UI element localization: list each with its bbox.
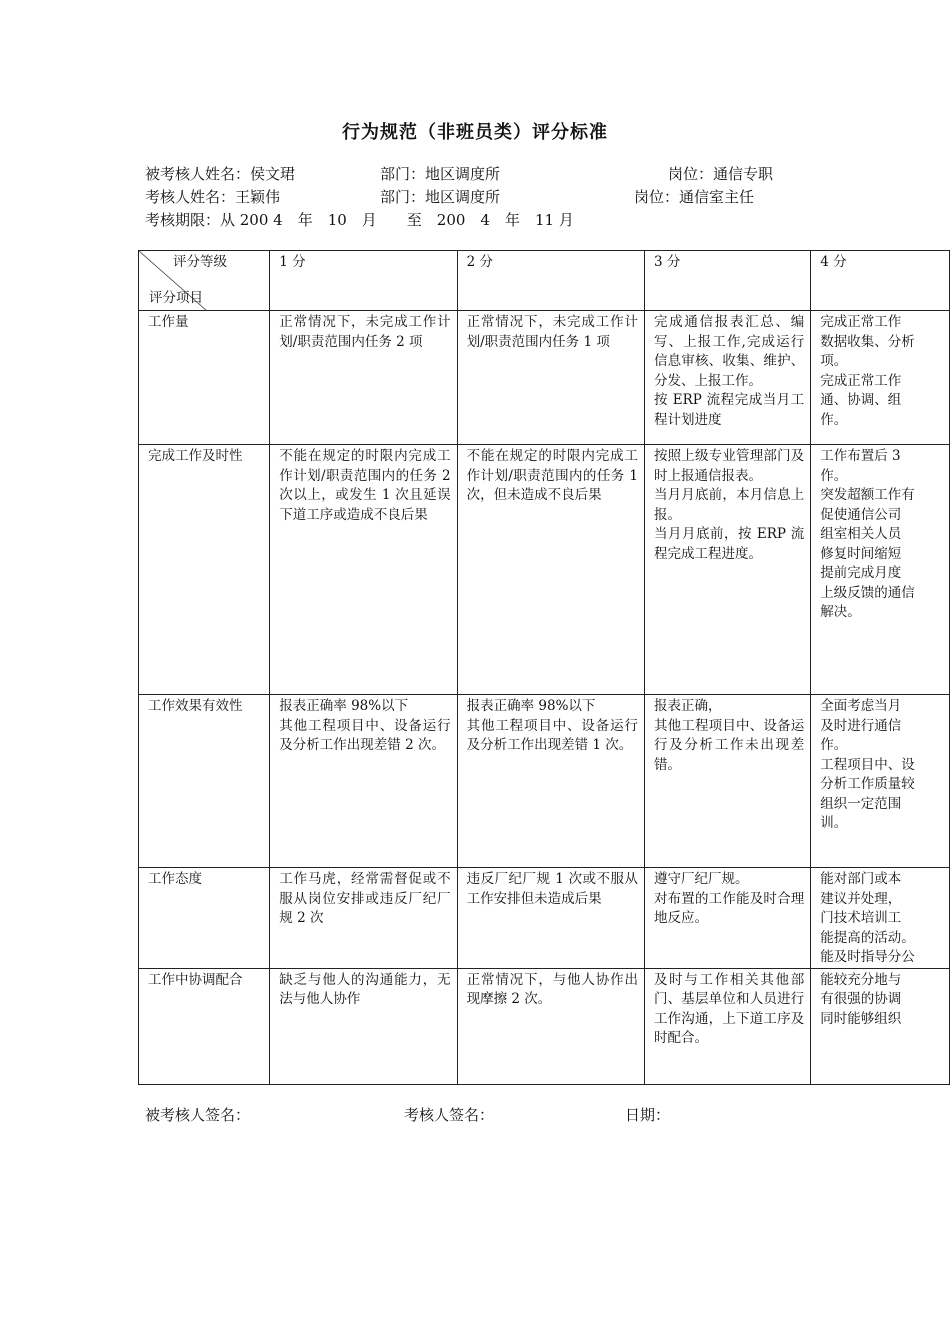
examinee-name: 被考核人姓名：侯文珺: [145, 165, 296, 183]
score-1-criteria: [270, 695, 457, 868]
criteria-text: 当月月底前，按 ERP 流程完成工程进度。: [653, 526, 805, 562]
score-2-criteria: [457, 695, 644, 868]
score-3-criteria: [644, 695, 810, 868]
score-2-criteria: [457, 445, 644, 695]
criteria-text: 能提高的活动。: [820, 929, 915, 946]
criteria-text: 其他工程项目中、设备运行及分析工作出现差错 2 次。: [279, 717, 451, 753]
examiner-post: 岗位：通信室主任: [634, 188, 755, 206]
criteria-text: 数据收集、分析: [820, 333, 915, 350]
table-row: [139, 968, 950, 1084]
criteria-text: 缺乏与他人的沟通能力，无法与他人协作: [279, 971, 451, 1007]
score-1-criteria: [270, 445, 457, 695]
criteria-text: 能及时指导分公: [820, 949, 915, 965]
examinee-post: 岗位：通信专职: [668, 165, 774, 183]
criteria-text: 分析工作质量较: [820, 776, 915, 792]
scoring-table: [138, 250, 950, 1085]
score-4-criteria: [811, 968, 950, 1084]
table-header-row: [139, 251, 950, 311]
criteria-text: 同时能够组织: [820, 1010, 902, 1027]
examinee-dept: 部门：地区调度所: [380, 165, 501, 183]
score-3-criteria: [644, 311, 810, 445]
criteria-text: 提前完成月度: [820, 565, 902, 581]
criteria-text: 报表正确率 98%以下: [279, 698, 409, 714]
criteria-text: 能对部门或本: [820, 871, 902, 887]
row-item-label: 工作效果有效性: [139, 695, 270, 868]
score-4-criteria: [811, 695, 950, 868]
criteria-text: 通、协调、组: [820, 392, 902, 408]
score-header-1: 1 分: [270, 251, 457, 311]
assessment-period: 考核期限：从 200 4 年 10 月 至 200 4 年 11 月: [145, 211, 574, 229]
criteria-text: 违反厂纪厂规 1 次或不服从工作安排但未造成后果: [466, 871, 638, 907]
criteria-text: 按照上级专业管理部门及时上报通信报表。: [653, 448, 805, 484]
criteria-text: 对布置的工作能及时合理地反应。: [653, 890, 805, 926]
criteria-text: 完成正常工作: [820, 314, 902, 330]
document-title: 行为规范（非班员类）评分标准: [342, 122, 608, 143]
criteria-text: 报表正确率 98%以下: [466, 698, 596, 714]
examiner-signature: 考核人签名：: [404, 1106, 495, 1124]
criteria-text: 突发超额工作有: [820, 487, 915, 503]
criteria-text: 组织一定范围: [820, 795, 902, 812]
criteria-text: 门技术培训工: [820, 910, 902, 926]
criteria-text: 作。: [820, 467, 848, 484]
score-1-criteria: [270, 968, 457, 1084]
criteria-text: 工程项目中、设: [820, 756, 915, 773]
criteria-text: 遵守厂纪厂规。: [653, 871, 749, 887]
criteria-text: 正常情况下，与他人协作出现摩擦 2 次。: [466, 971, 638, 1007]
criteria-text: 训。: [820, 815, 848, 831]
item-label: 评分项目: [149, 289, 203, 306]
row-item-label: 工作中协调配合: [139, 968, 270, 1084]
criteria-text: 修复时间缩短: [820, 545, 902, 562]
header-diagonal-cell: [139, 251, 270, 311]
examiner-name: 考核人姓名：王颖伟: [145, 188, 281, 206]
score-3-criteria: [644, 968, 810, 1084]
score-1-criteria: [270, 868, 457, 969]
criteria-text: 完成正常工作: [820, 372, 902, 389]
criteria-text: 上级反馈的通信: [820, 584, 915, 601]
score-2-criteria: [457, 968, 644, 1084]
table-row: [139, 695, 950, 868]
criteria-text: 正常情况下，未完成工作计划/职责范围内任务 1 项: [466, 314, 638, 350]
criteria-text: 当月月底前，本月信息上报。: [653, 487, 805, 523]
criteria-text: 有很强的协调: [820, 991, 902, 1007]
criteria-text: 全面考虑当月: [820, 698, 902, 714]
criteria-text: 不能在规定的时限内完成工作计划/职责范围内的任务 1 次，但未造成不良后果: [466, 448, 638, 503]
criteria-text: 及时与工作相关其他部门、基层单位和人员进行工作沟通，上下道工序及时配合。: [653, 971, 805, 1046]
criteria-text: 报表正确，: [653, 698, 722, 714]
criteria-text: 及时进行通信: [820, 717, 902, 734]
criteria-text: 按 ERP 流程完成当月工程计划进度: [653, 392, 805, 428]
criteria-text: 其他工程项目中、设备运行及分析工作出现差错 1 次。: [466, 717, 638, 753]
score-4-criteria: [811, 311, 950, 445]
criteria-text: 促使通信公司: [820, 506, 902, 523]
criteria-text: 作。: [820, 737, 848, 753]
criteria-text: 作。: [820, 411, 848, 428]
criteria-text: 建议并处理，: [820, 890, 902, 907]
criteria-text: 项。: [820, 353, 848, 369]
score-header-3: 3 分: [644, 251, 810, 311]
criteria-text: 能较充分地与: [820, 971, 902, 988]
score-3-criteria: [644, 868, 810, 969]
criteria-text: 组室相关人员: [820, 526, 902, 542]
criteria-text: 其他工程项目中、设备运行及分析工作未出现差错。: [653, 717, 805, 773]
row-item-label: 完成工作及时性: [139, 445, 270, 695]
criteria-text: 正常情况下，未完成工作计划/职责范围内任务 2 项: [279, 314, 451, 350]
criteria-text: 工作布置后 3: [820, 448, 901, 464]
score-header-2: 2 分: [457, 251, 644, 311]
score-4-criteria: [811, 868, 950, 969]
criteria-text: 解决。: [820, 604, 861, 620]
table-row: [139, 868, 950, 969]
grade-label: 评分等级: [173, 254, 227, 270]
row-item-label: 工作态度: [139, 868, 270, 969]
table-row: [139, 445, 950, 695]
examinee-signature: 被考核人签名：: [145, 1106, 251, 1124]
date-field: 日期：: [625, 1106, 671, 1124]
score-2-criteria: [457, 311, 644, 445]
score-3-criteria: [644, 445, 810, 695]
score-2-criteria: [457, 868, 644, 969]
table-row: [139, 311, 950, 445]
criteria-text: 完成通信报表汇总、编写、上报工作,完成运行信息审核、收集、维护、分发、上报工作。: [653, 314, 805, 389]
criteria-text: 不能在规定的时限内完成工作计划/职责范围内的任务 2 次以上，或发生 1 次且延误下道工序或造成不良后果: [279, 448, 451, 523]
score-4-criteria: [811, 445, 950, 695]
examiner-dept: 部门：地区调度所: [380, 188, 501, 206]
score-1-criteria: [270, 311, 457, 445]
score-header-4: 4 分: [811, 251, 950, 311]
criteria-text: 工作马虎，经常需督促或不服从岗位安排或违反厂纪厂规 2 次: [279, 871, 451, 926]
row-item-label: 工作量: [139, 311, 270, 445]
